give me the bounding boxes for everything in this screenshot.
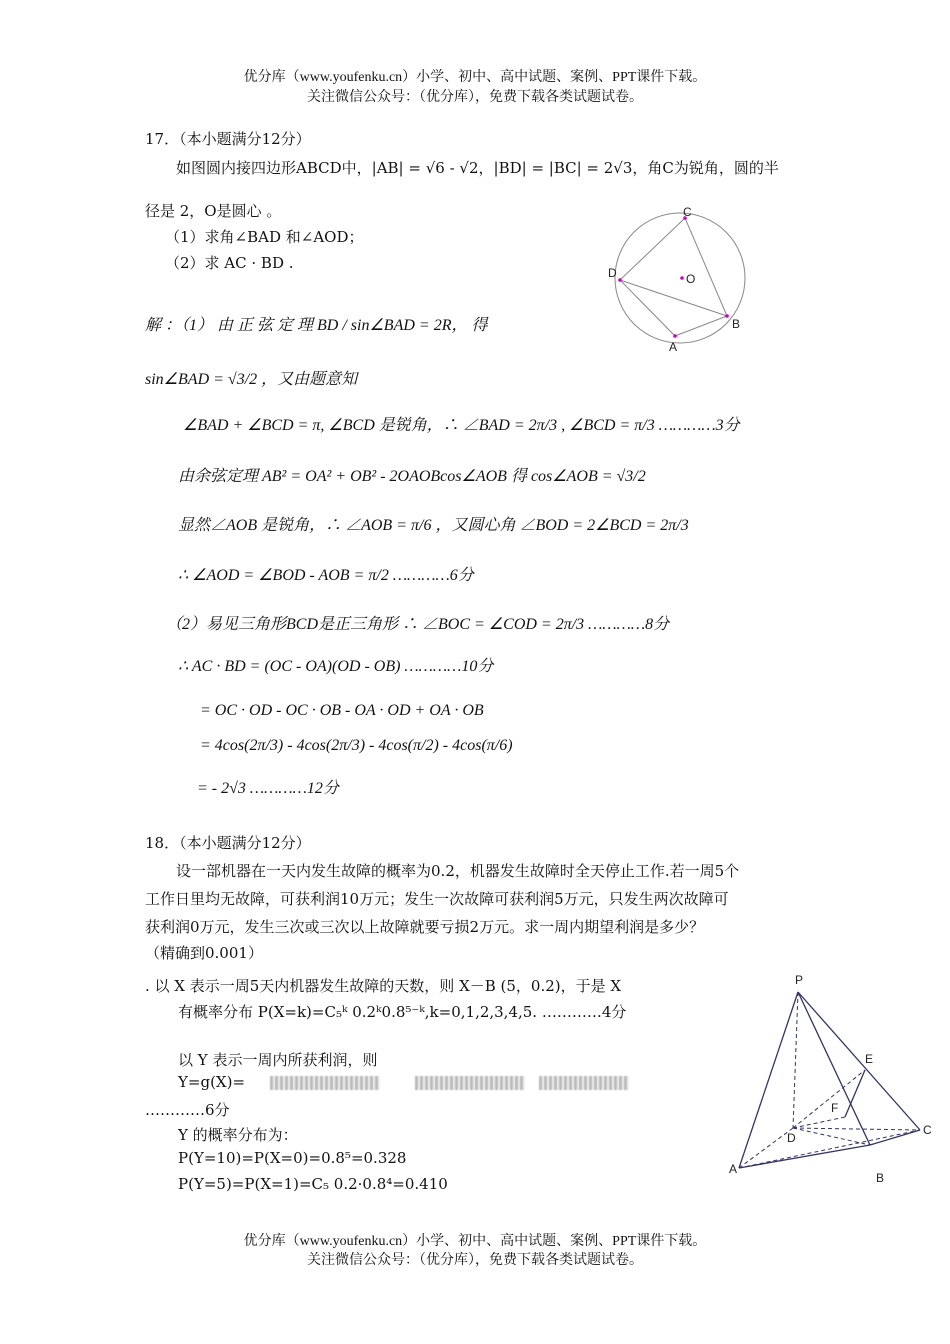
q17-stem-1: 如图圆内接四边形ABCD中，|AB| = √6 - √2，|BD| = |BC| = 2√3，角C为锐角，圆的半	[176, 159, 779, 177]
q17-title: 17．（本小题满分12分）	[145, 130, 311, 148]
q17-sol-2: sin∠BAD = √3/2 ，又由题意知	[145, 371, 358, 388]
q18-para-2: 工作日里均无故障，可获利润10万元；发生一次故障可获利润5万元，只发生两次故障可	[145, 890, 729, 908]
q17-sol-8: ∴ AC · BD = (OC - OA)(OD - OB) …………10分	[178, 658, 494, 675]
q17-sol-9: = OC · OD - OC · OB - OA · OD + OA · OB	[200, 702, 484, 719]
q18-para-1: 设一部机器在一天内发生故障的概率为0.2，机器发生故障时全天停止工作.若一周5个	[176, 862, 740, 880]
label-b: B	[732, 317, 741, 331]
q18-para-4: （精确到0.001）	[145, 944, 263, 962]
label-e: E	[865, 1052, 874, 1066]
label-b: B	[876, 1171, 885, 1185]
footer-line-2: 关注微信公众号：（优分库），免费下载各类试题试卷。	[307, 1253, 643, 1268]
label-a: A	[729, 1162, 738, 1176]
label-c: C	[683, 205, 692, 219]
header-line-2: 关注微信公众号：（优分库），免费下载各类试题试卷。	[307, 90, 643, 105]
piecewise-blur-3	[539, 1076, 629, 1090]
label-f: F	[831, 1101, 839, 1115]
circle-figure	[605, 205, 755, 355]
pyramid-figure	[725, 970, 940, 1185]
q17-ask-1: （1）求角∠BAD 和∠AOD；	[165, 228, 364, 246]
header-line-1: 优分库（www.youfenku.cn）小学、初中、高中试题、案例、PPT课件下载。	[243, 70, 707, 85]
q18-title: 18．（本小题满分12分）	[145, 834, 311, 852]
q18-ans-8: P(Y=5)=P(X=1)=C₅ 0.2·0.8⁴=0.410	[178, 1175, 448, 1193]
q17-sol-1: 解 ：（1） 由 正 弦 定 理 BD / sin∠BAD = 2R， 得	[145, 317, 488, 334]
label-a: A	[669, 340, 678, 354]
piecewise-blur-2	[415, 1076, 525, 1090]
q17-sol-3: ∠BAD + ∠BCD = π, ∠BCD 是锐角，∴ ∠BAD = 2π/3 , ∠BCD = π/3 …………3分	[183, 417, 740, 434]
q17-sol-5: 显然∠AOB 是锐角，∴ ∠AOB = π/6 ，又圆心角 ∠BOD = 2∠BCD = 2π/3	[178, 517, 689, 534]
q18-ans-2: 有概率分布 P(X=k)=C₅ᵏ 0.2ᵏ0.8⁵⁻ᵏ,k=0,1,2,3,4,5. …………4分	[178, 1003, 627, 1021]
q18-ans-4	[178, 1073, 629, 1091]
q18-ans-1: . 以 X 表示一周5天内机器发生故障的天数，则 X－B (5，0.2)，于是 X	[145, 977, 622, 995]
label-o: O	[686, 272, 696, 286]
q17-sol-11: = - 2√3 …………12分	[197, 780, 339, 797]
piecewise-blur-1	[270, 1076, 380, 1090]
quadrilateral	[620, 218, 727, 336]
label-d: D	[787, 1131, 796, 1145]
footer-line-1: 优分库（www.youfenku.cn）小学、初中、高中试题、案例、PPT课件下载。	[243, 1234, 707, 1249]
label-c: C	[923, 1123, 932, 1137]
q18-ans-7: P(Y=10)=P(X=0)=0.8⁵=0.328	[178, 1149, 407, 1167]
label-p: P	[795, 973, 804, 987]
label-d: D	[608, 266, 617, 280]
q18-ans-4-label: Y=g(X)=	[178, 1073, 246, 1091]
circle-outline	[615, 213, 745, 343]
q17-ask-2: （2）求 AC · BD .	[165, 254, 294, 272]
q17-sol-7: （2）易见三角形BCD是正三角形 ∴ ∠BOC = ∠COD = 2π/3 …………8分	[166, 616, 670, 633]
q18-ans-5: …………6分	[145, 1101, 230, 1119]
diagonal-bd	[620, 280, 727, 316]
q17-stem-2: 径是 2，O是圆心 。	[145, 202, 282, 220]
q17-sol-10: = 4cos(2π/3) - 4cos(2π/3) - 4cos(π/2) - 4cos(π/6)	[200, 737, 513, 754]
q18-para-3: 获利润0万元，发生三次或三次以上故障就要亏损2万元。求一周内期望利润是多少？	[145, 918, 705, 936]
q17-sol-4: 由余弦定理 AB² = OA² + OB² - 2OAOBcos∠AOB 得 cos∠AOB = √3/2	[178, 468, 646, 485]
q18-ans-3: 以 Y 表示一周内所获利润，则	[178, 1051, 378, 1069]
q17-sol-6: ∴ ∠AOD = ∠BOD - AOB = π/2 …………6分	[178, 567, 474, 584]
q18-ans-6: Y 的概率分布为：	[178, 1126, 298, 1144]
